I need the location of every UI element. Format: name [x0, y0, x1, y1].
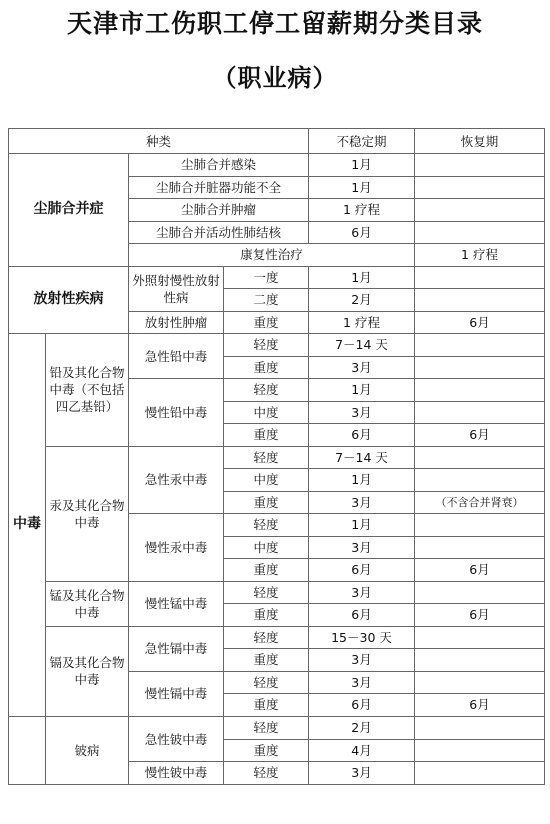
table-row	[9, 154, 545, 177]
recovery-cell: 1 疗程	[415, 244, 545, 267]
unstable-cell: 6月	[309, 694, 415, 717]
recovery-cell	[415, 154, 545, 177]
recovery-cell	[415, 514, 545, 537]
recovery-cell	[415, 379, 545, 402]
recovery-cell	[415, 739, 545, 762]
disease-name: 康复性治疗	[129, 244, 415, 267]
header-unstable: 不稳定期	[309, 129, 415, 154]
recovery-cell	[415, 356, 545, 379]
disease-name: 尘肺合并活动性肺结核	[129, 221, 309, 244]
recovery-cell: 6月	[415, 311, 545, 334]
group-pneumoconiosis: 尘肺合并症	[9, 154, 129, 267]
disease-name: 外照射慢性放射性病	[129, 266, 224, 311]
disease-name: 急性汞中毒	[129, 446, 224, 514]
unstable-cell: 1 疗程	[309, 199, 415, 222]
unstable-cell: 3月	[309, 762, 415, 785]
disease-name: 放射性肿瘤	[129, 311, 224, 334]
subgroup-mercury: 汞及其化合物中毒	[46, 446, 129, 581]
unstable-cell: 1月	[309, 514, 415, 537]
disease-name: 急性铅中毒	[129, 334, 224, 379]
recovery-cell	[415, 626, 545, 649]
unstable-cell: 1月	[309, 176, 415, 199]
degree-cell: 中度	[224, 536, 309, 559]
subgroup-lead: 铅及其化合物中毒（不包括四乙基铅）	[46, 334, 129, 447]
unstable-cell: 1月	[309, 379, 415, 402]
group-radiation: 放射性疾病	[9, 266, 129, 334]
unstable-cell: 15－30 天	[309, 626, 415, 649]
degree-cell: 轻度	[224, 334, 309, 357]
subgroup-manganese: 锰及其化合物中毒	[46, 581, 129, 626]
recovery-cell	[415, 401, 545, 424]
unstable-cell: 6月	[309, 604, 415, 627]
unstable-cell: 1 疗程	[309, 311, 415, 334]
degree-cell: 轻度	[224, 581, 309, 604]
recovery-cell	[415, 334, 545, 357]
disease-name: 慢性锰中毒	[129, 581, 224, 626]
classification-table-tail	[8, 716, 545, 785]
disease-name: 慢性汞中毒	[129, 514, 224, 582]
unstable-cell: 3月	[309, 491, 415, 514]
table-row	[9, 334, 545, 357]
degree-cell: 重度	[224, 356, 309, 379]
group-poisoning: 中毒	[9, 334, 46, 717]
header-recovery: 恢复期	[415, 129, 545, 154]
degree-cell: 轻度	[224, 626, 309, 649]
unstable-cell: 6月	[309, 424, 415, 447]
recovery-cell	[415, 717, 545, 740]
recovery-cell: 6月	[415, 604, 545, 627]
recovery-cell	[415, 221, 545, 244]
degree-cell: 重度	[224, 604, 309, 627]
recovery-cell	[415, 581, 545, 604]
degree-cell: 重度	[224, 559, 309, 582]
disease-name: 急性镉中毒	[129, 626, 224, 671]
unstable-cell: 2月	[309, 289, 415, 312]
degree-cell: 轻度	[224, 514, 309, 537]
page-title: 天津市工伤职工停工留薪期分类目录	[66, 9, 483, 38]
recovery-cell	[415, 649, 545, 672]
degree-cell: 重度	[224, 739, 309, 762]
disease-name: 慢性铍中毒	[129, 762, 224, 785]
degree-cell: 重度	[224, 694, 309, 717]
recovery-cell: （不含合并肾衰）	[415, 491, 545, 514]
disease-name: 慢性镉中毒	[129, 671, 224, 716]
degree-cell: 轻度	[224, 379, 309, 402]
table-header-row	[9, 129, 545, 154]
table-row	[9, 446, 545, 469]
unstable-cell: 7－14 天	[309, 334, 415, 357]
unstable-cell: 6月	[309, 221, 415, 244]
disease-name: 慢性铅中毒	[129, 379, 224, 447]
recovery-cell	[415, 199, 545, 222]
unstable-cell: 1月	[309, 469, 415, 492]
degree-cell: 重度	[224, 311, 309, 334]
unstable-cell: 3月	[309, 401, 415, 424]
recovery-cell: 6月	[415, 559, 545, 582]
degree-cell: 中度	[224, 469, 309, 492]
recovery-cell	[415, 176, 545, 199]
degree-cell: 中度	[224, 401, 309, 424]
group-poisoning-continued	[9, 717, 46, 785]
header-category: 种类	[9, 129, 309, 154]
table-row	[9, 266, 545, 289]
unstable-cell: 3月	[309, 581, 415, 604]
recovery-cell	[415, 446, 545, 469]
unstable-cell: 3月	[309, 536, 415, 559]
subgroup-cadmium: 镉及其化合物中毒	[46, 626, 129, 716]
degree-cell: 轻度	[224, 446, 309, 469]
subgroup-beryllium: 铍病	[46, 717, 129, 785]
recovery-cell: 6月	[415, 694, 545, 717]
disease-name: 急性铍中毒	[129, 717, 224, 762]
recovery-cell	[415, 671, 545, 694]
degree-cell: 重度	[224, 491, 309, 514]
page-subtitle: （职业病）	[212, 64, 338, 92]
degree-cell: 轻度	[224, 671, 309, 694]
degree-cell: 一度	[224, 266, 309, 289]
classification-table	[8, 128, 545, 717]
unstable-cell: 1月	[309, 266, 415, 289]
disease-name: 尘肺合并肿瘤	[129, 199, 309, 222]
degree-cell: 轻度	[224, 762, 309, 785]
unstable-cell: 3月	[309, 356, 415, 379]
unstable-cell: 7－14 天	[309, 446, 415, 469]
recovery-cell: 6月	[415, 424, 545, 447]
unstable-cell: 1月	[309, 154, 415, 177]
recovery-cell	[415, 289, 545, 312]
recovery-cell	[415, 536, 545, 559]
unstable-cell: 3月	[309, 671, 415, 694]
degree-cell: 重度	[224, 424, 309, 447]
unstable-cell: 6月	[309, 559, 415, 582]
unstable-cell: 3月	[309, 649, 415, 672]
degree-cell: 二度	[224, 289, 309, 312]
degree-cell: 重度	[224, 649, 309, 672]
disease-name: 尘肺合并脏器功能不全	[129, 176, 309, 199]
table-row	[9, 581, 545, 604]
degree-cell: 轻度	[224, 717, 309, 740]
recovery-cell	[415, 469, 545, 492]
unstable-cell: 4月	[309, 739, 415, 762]
table-row	[9, 626, 545, 649]
recovery-cell	[415, 266, 545, 289]
unstable-cell: 2月	[309, 717, 415, 740]
recovery-cell	[415, 762, 545, 785]
disease-name: 尘肺合并感染	[129, 154, 309, 177]
table-row	[9, 717, 545, 740]
